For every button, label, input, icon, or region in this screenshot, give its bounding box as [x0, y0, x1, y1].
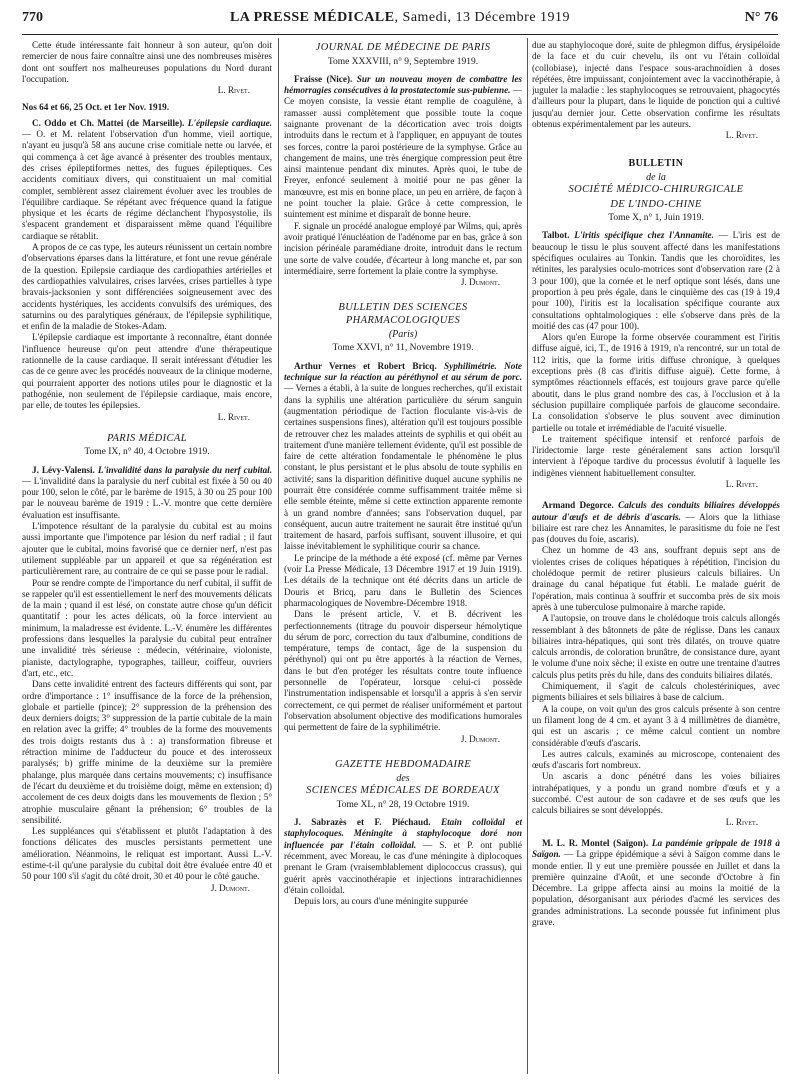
section-issue: Tome XXVI, n° 11, Novembre 1919. — [332, 343, 474, 354]
article-title: Syphilimétrie. Note technique sur la réaction au péréthynol et au sérum de porc. — [284, 360, 522, 383]
article-title: Etain colloïdal et staphylocoques. Méningite à staphylocoque doré non influencée par l'étain colloïdal. — [284, 817, 522, 850]
paragraph: A propos de ce cas type, les auteurs réunissent un certain nombre d'observations éparses dans la littérature, et font une revue générale de la question. Epilepsie cardiaque des cardiopathies artérielles et des cardiopathies valvulaires, crises larvées, crises partielles à type bravais-jacksonien y sont différenciées soigneusement avec des accidents hystériques, les accidents convulsifs des urémiques, des saturnins ou des paralytiques généraux, de l'épilepsie syphilitique, et enfin de la maladie de Stokes-Adam. — [22, 242, 272, 332]
section-city: (Paris) — [388, 329, 418, 341]
signature: J. Dumont. — [210, 882, 250, 893]
paragraph: F. signale un procédé analogue employé par Wilms, qui, après avoir pratiqué l'énucléation de l'adénome par en bas, grâce à son incision périnéale paramédiane droite, introduit dans le rectum une sorte de valve coudée, d'écarteur à long manche et, par son intermédiaire, serre fortement la plaie contre la symphyse. — [284, 220, 522, 276]
paragraph: due au staphylocoque doré, suite de phlegmon diffus, érysipéloïde de la face et du cuir chevelu, ils ont vu l'étain colloïdal (collobiase), injecté dans l'espace sous-arachnoïdien à doses répétées, être impuissant, conjointement avec la vaccinothérapie, à juguler la maladie : les staphylocoques se retrouvaient, phagocytés d'ailleurs pour la plupart, dans le liquide de ponction qui a cultivé jusqu'au dernier jour. Cette observation confirme les résultats obtenus expérimentalement par les auteurs. — [532, 40, 780, 130]
page-header — [22, 10, 778, 35]
article-authors: Talbot. — [542, 230, 570, 241]
section-subtitle: DE L'INDO-CHINE — [610, 198, 702, 210]
signature: L. Rivet. — [217, 85, 250, 96]
article-authors: C. Oddo et Ch. Mattei (de Marseille). — [32, 117, 185, 128]
issues-heading: Nos 64 et 66, 25 Oct. et 1er Nov. 1919. — [22, 102, 170, 113]
section-issue: Tome XXXVIII, n° 9, Septembre 1919. — [327, 56, 479, 67]
article-sabrazes — [284, 817, 522, 896]
article-title: Calculs des conduits biliaires développés autour d'œufs et de débris d'ascaris. — [532, 500, 780, 522]
journal-name: LA PRESSE MÉDICALE — [229, 10, 395, 25]
article-title: Sur un nouveau moyen de combattre les hémorragies consécutives à la prostatectomie sus-pubienne. — [284, 73, 522, 96]
paragraph: A la coupe, on voit qu'un des gros calculs présente à son centre un filament long de 4 cm. et ayant 3 à 4 millimètres de diamètre, qui est un ascaris ; ce même calcul contient un nombre considérable d'œufs d'ascaris. — [532, 703, 780, 748]
article-text: — Ce moyen consiste, la vessie étant remplie de coagulène, à ramasser aussi complètement que possible toute la coque saignante provenant de la décortication avec trois doigts introduits dans le rectum et à l'appliquer, en appuyant de toutes ses forces, contre la paroi postérieure de la symphyse. Grâce au changement de mains, une très énergique compression peut être ainsi maintenue pendant dix minutes. Après quoi, le tube de Freyer, enfoncé seulement à moitié pour ne pas gêner la manœuvre, est mis en bonne place, un peu en arrière, de façon à ne point toucher la plaie. Grâce à cette compression, le suintement est minime et disparaît de bonne heure. — [284, 85, 522, 220]
signature: L. Rivet. — [725, 479, 758, 489]
section-issue: Tome IX, n° 40, 4 Octobre 1919. — [84, 447, 210, 458]
article-authors: J. Sabrazès et F. Piéchaud. — [294, 817, 431, 828]
issue-date: , Samedi, 13 Décembre 1919 — [394, 10, 571, 25]
article-levy — [22, 465, 272, 521]
article-vernes — [284, 361, 522, 553]
column-divider — [527, 38, 528, 1074]
paragraph: A l'autopsie, on trouve dans le cholédoque trois calculs allongés ressemblant à des bâtonnets de pâte de réglisse. Dans les canaux biliaires intra-hépatiques, qui sont très dilatés, on trouve quatre calculs arrondis, de coloration brunâtre, de consistance dure, ayant le volume d'une noix sèche; il existe en outre une trentaine d'autres calculs plus petits près du hile, dans des conduits biliaires dilatés. — [532, 613, 780, 680]
column-divider — [278, 38, 279, 1074]
article-text: — O. et M. relatent l'observation d'un homme, vieil aortique, n'ayant eu jusqu'à 58 ans aucune crise comitiale nette ou larvée, et qui commença à cet âge avancé à présenter des troubles mentaux, des crises épileptiformes nettes, des fugues épileptiques. Ces accidents comitiaux divers, qui constituaient un mal comitial complet, semblèrent assez clairement évoluer avec les troubles de l'équilibre cardiaque. Se répétant avec fréquence quand la fatigue physique et les écarts de régime déclanchent l'hyposystolie, ils s'espacent grandement et disparaissent même quand l'équilibre cardiaque se rétablit. — [22, 129, 272, 241]
article-authors: J. Lévy-Valensi. — [32, 464, 95, 475]
article-authors: M. L. R. Montel (Saïgon). — [542, 837, 649, 848]
article-text: — S. et P. ont publié récemment, avec Moreau, le cas d'une méningite à diplocoques prenant le Gram (vraisemblablement diplococcus crassus), qui guérit après vaccinothérapie et injections intrarachidiennes d'étain colloïdal. — [284, 839, 522, 895]
article-text: — L'invalidité dans la paralysie du nerf cubital est fixée à 50 ou 40 pour 100, selon le côté, par le barème de 1915, à 30 ou 25 pour 100 par le nouveau barème de 1919 : L.-V. montre que cette dernière évaluation est insuffisante. — [22, 475, 272, 520]
paragraph: Dans cette invalidité entrent des facteurs différents qui sont, par ordre d'importance : 1° insuffisance de la force de la préhension, globale et partielle (pince); 2° suppression de la préhension des deux derniers doigts; 3° suppression de la partie cubitale de la main en relation avec la griffe; 4° troubles de la forme des mouvements des trois doigts restants dus à : a) transformation fibreuse et rétraction minime de l'adducteur du pouce et des interosseux paralysés; b) griffe minime de la deuxième sur la première phalange, plus marquée dans certains mouvements; c) insuffisance de l'écart du deuxième et du troisième doigt, même en extension; d) accolement de ces deux doigts dans les mouvements de flexion ; 5° atrophie musculaire gênant la préhension; 6° troubles de la sensibilité. — [22, 679, 272, 825]
paragraph: Dans le présent article, V. et B. décrivent les perfectionnements (titrage du pouvoir disperseur hémolytique du sérum de porc, correction du taux d'albumine, conditions de température, temps de contact, âge de la suspension du péréthynol) qui ont pu être apportés à la réaction de Vernes, dans le but d'en protéger les résultats contre toute influence personnelle de l'opérateur, lorsque celui-ci possède l'instrumentation indispensable et lorsqu'il a appris à s'en servir correctement, ce qui permet de réaliser uniformément et partout l'observation absolument objective des modifications humorales qui permettent de faire de la syphilimétrie. — [284, 609, 522, 733]
article-authors: Arthur Vernes et Robert Bricq. — [294, 360, 437, 371]
article-text: — Alors que la lithiase biliaire est rare chez les Annamites, le parasitisme du foie ne l'est pas (douves du foie, ascaris). — [532, 511, 780, 545]
article-text: — Vernes a établi, à la suite de longues recherches, qu'il existait dans la syphilis une altération particulière du sérum sanguin (augmentation périodique de l'action floculante vis-à-vis de certaines suspensions fines), altération qu'il est toujours possible de retrouver chez les malades atteints de syphilis et qui obéit au traitement d'une manière tellement évidente, qu'il est possible de faire de cette altération fondamentale le phénomène le plus constant, le plus persistant et le plus absolu de toute syphilis en activité; sans la disparition définitive duquel aucune syphilis ne pourrait être considérée comme suffisamment traitée même si elle semble éteinte, même si cette extinction apparente remonte à un grand nombre d'années; sans l'observation duquel, par conséquent, aucun autre traitement ne saurait être institué qu'un traitement de hasard, parfois suffisant, souvent illusoire, et qui laisse inévitablement le syphilitique courir sa chance. — [284, 383, 522, 552]
article-title: L'invalidité dans la paralysie du nerf cubital. — [97, 464, 272, 475]
section-issue: Tome XL, n° 28, 19 Octobre 1919. — [336, 799, 470, 810]
column-left — [22, 40, 272, 1074]
signature: L. Rivet. — [217, 411, 250, 422]
paragraph: Le traitement spécifique intensif et renforcé parfois de l'iridectomie large reste généralement sans action lorsqu'il intervient à l'époque tardive du processus évolutif à laquelle les indigènes viennent habituellement consulter. — [532, 433, 780, 478]
signature: L. Rivet. — [725, 130, 758, 141]
section-connector: des — [396, 773, 410, 785]
column-right — [532, 40, 780, 1074]
article-authors: Armand Degorce. — [542, 500, 614, 511]
column-middle — [284, 40, 522, 1074]
page-number: 770 — [22, 10, 43, 25]
section-subtitle: SCIENCES MÉDICALES DE BORDEAUX — [306, 785, 500, 797]
article-title: La pandémie grippale de 1918 à Saïgon. — [532, 837, 780, 860]
article-authors: Fraisse (Nice). — [294, 73, 353, 84]
section-title: JOURNAL DE MÉDECINE DE PARIS — [315, 42, 491, 53]
paragraph: Chez un homme de 43 ans, souffrant depuis sept ans de violentes crises de coliques hépatiques à répétition, l'incision du cholédoque permit de retirer plusieurs calculs biliaires. Un drainage du canal hépatique fut établi. Le malade guérit de l'opération, mais continua à souffrir et succomba près de six mois après à une tuberculose pulmonaire à marche rapide. — [532, 545, 780, 612]
section-title: BULLETIN DES SCIENCES PHARMACOLOGIQUES — [338, 302, 468, 326]
article-montel — [532, 838, 780, 928]
paragraph: Chimiquement, il s'agit de calculs cholestériniques, avec pigments biliaires et sels biliaires à base de calcium. — [532, 681, 780, 703]
paragraph: Le principe de la méthode a été exposé (cf. même par Vernes (voir La Presse Médicale, 13 Décembre 1917 et 19 Juin 1919). Les détails de la technique ont été décrits dans un article de Douris et Bricq, paru dans le Bulletin des Sciences pharmacologiques de Novembre-Décembre 1918. — [284, 552, 522, 608]
section-connector: de la — [646, 172, 666, 184]
paragraph: L'épilepsie cardiaque est importante à reconnaître, étant donnée l'influence heureuse qu'on peut attendre d'une thérapeutique rationnelle de la cause cardiaque. Il serait intéressant d'étudier les cas de ce genre avec les procédés nouveaux de la clinique moderne, qui pourraient apporter des notions utiles pour le diagnostic et la pathogénie, non seulement de l'épilepsie cardiaque, mais encore, par elle, de toutes les épilepsies. — [22, 332, 272, 411]
paragraph: Les suppléances qui s'établissent et plutôt l'adaptation à des fonctions délicates des muscles persistants permettent une amélioration. Néanmoins, le reliquat est important. Aussi L.-V. estime-t-il qu'une paralysie du cubital doit être évaluée entre 40 et 50 pour 100 s'il s'agit du côté droit, 30 et 40 pour le côté gauche. — [22, 826, 272, 882]
signature: J. Dumont. — [460, 733, 500, 744]
signature: L. Rivet. — [725, 816, 758, 827]
paragraph: Pour se rendre compte de l'importance du nerf cubital, il suffit de se rappeler qu'il est essentiellement le nerf des mouvements délicats de la main ; quand il est lésé, on constate autre chose qu'un déficit quantitatif : pour les actes délicats, où la force intervient au minimum, la maladresse est évidente. L.-V. énumère les différentes professions dans lesquelles la paralysie du cubital peut entraîner une invalidité très sérieuse : médecin, vétérinaire, violoniste, pianiste, dactylographe, typographes, tailleur, coiffeur, ouvriers d'art, etc., etc. — [22, 577, 272, 678]
paragraph: Depuis lors, au cours d'une méningite suppurée — [294, 896, 468, 907]
article-title: L'épilepsie cardiaque. — [187, 117, 272, 128]
article-talbot — [532, 230, 780, 332]
article-text: — La grippe épidémique a sévi à Saïgon comme dans le monde entier. Il y eut une première poussée en Juillet et dans la première quinzaine d'Août, et une seconde d'Octobre à fin Décembre. La grippe affecta ainsi au moins la moitié de la population, désorganisant aux périodes d'acmé les services des grandes administrations. La seconde poussée fut infiniment plus grave. — [532, 849, 780, 927]
issue-number: N° 76 — [744, 10, 778, 25]
paragraph: Un ascaris a donc pénétré dans les voies biliaires intrahépatiques, y a pondu un grand nombre d'œufs et y a succombé. C'est autour de son cadavre et de ses œufs que les calculs biliaires se sont développés. — [532, 771, 780, 816]
article-oddo — [22, 118, 272, 242]
article-text: — L'iris est de beaucoup le tissu le plus souvent affecté dans les manifestations spécifiques oculaires au Tonkin. Tandis que les choroïdites, les rétinites, les paralysies oculo-motrices sont d'observation rare (2 à 3 pour 100), que la cornée et le nerf optique sont lésés, dans une proportion à peu près égale, dans le cinquième des cas (19 à 19,4 pour 100), l'iritis est la localisation spécifique courante aux consultations ophtalmologiques : elle s'observe dans près de la moitié des cas (47 pour 100). — [532, 230, 780, 331]
paragraph: Alors qu'en Europe la forme observée couramment est l'iritis diffuse aiguë, ici, T., de 1916 à 1919, n'a rencontré, sur un total de 112 iritis, que la forme iritis diffuse chronique, à quelques exceptions près (8 cas d'iritis diffuse aiguë). Cette forme, à symptômes réactionnels effacés, est toujours grave parce qu'elle aboutit, dans le plus grand nombre des cas, à l'occlusion et à la séclusion pupillaire compliquée parfois de glaucome secondaire. La consolidation s'observe le plus souvent avec diminution partielle ou totale et irrémédiable de l'acuité visuelle. — [532, 332, 780, 433]
signature: J. Dumont. — [460, 277, 500, 288]
running-title — [22, 10, 778, 26]
paragraph: L'impotence résultant de la paralysie du cubital est au moins aussi importante que l'impotence par lésion du nerf radial ; il faut ajouter que le cubital, moins favorisé que ce dernier nerf, n'est pas utilement suppléable par un appareil et que sa régénération est particulièrement rare, au contraire de ce qui se passe pour le radial. — [22, 521, 272, 577]
section-title: BULLETIN — [628, 157, 684, 169]
article-degorce — [532, 500, 780, 545]
section-title: GAZETTE HEBDOMADAIRE — [334, 758, 472, 770]
section-issue: Tome X, n° 1, Juin 1919. — [608, 213, 704, 224]
paragraph: Cette étude intéressante fait honneur à son auteur, qu'on doit remercier de nous faire connaître ainsi une des nombreuses misères dont ont souffert nos malheureuses populations du Nord durant l'occupation. — [22, 40, 272, 84]
section-title: PARIS MÉDICAL — [107, 432, 187, 444]
article-fraisse — [284, 74, 522, 221]
section-subtitle: SOCIÉTÉ MÉDICO-CHIRURGICALE — [568, 184, 744, 196]
paragraph: Les autres calculs, examinés au microscope, contenaient des œufs d'ascaris fort nombreux. — [532, 748, 780, 771]
article-title: L'iritis spécifique chez l'Annamite. — [574, 230, 714, 241]
